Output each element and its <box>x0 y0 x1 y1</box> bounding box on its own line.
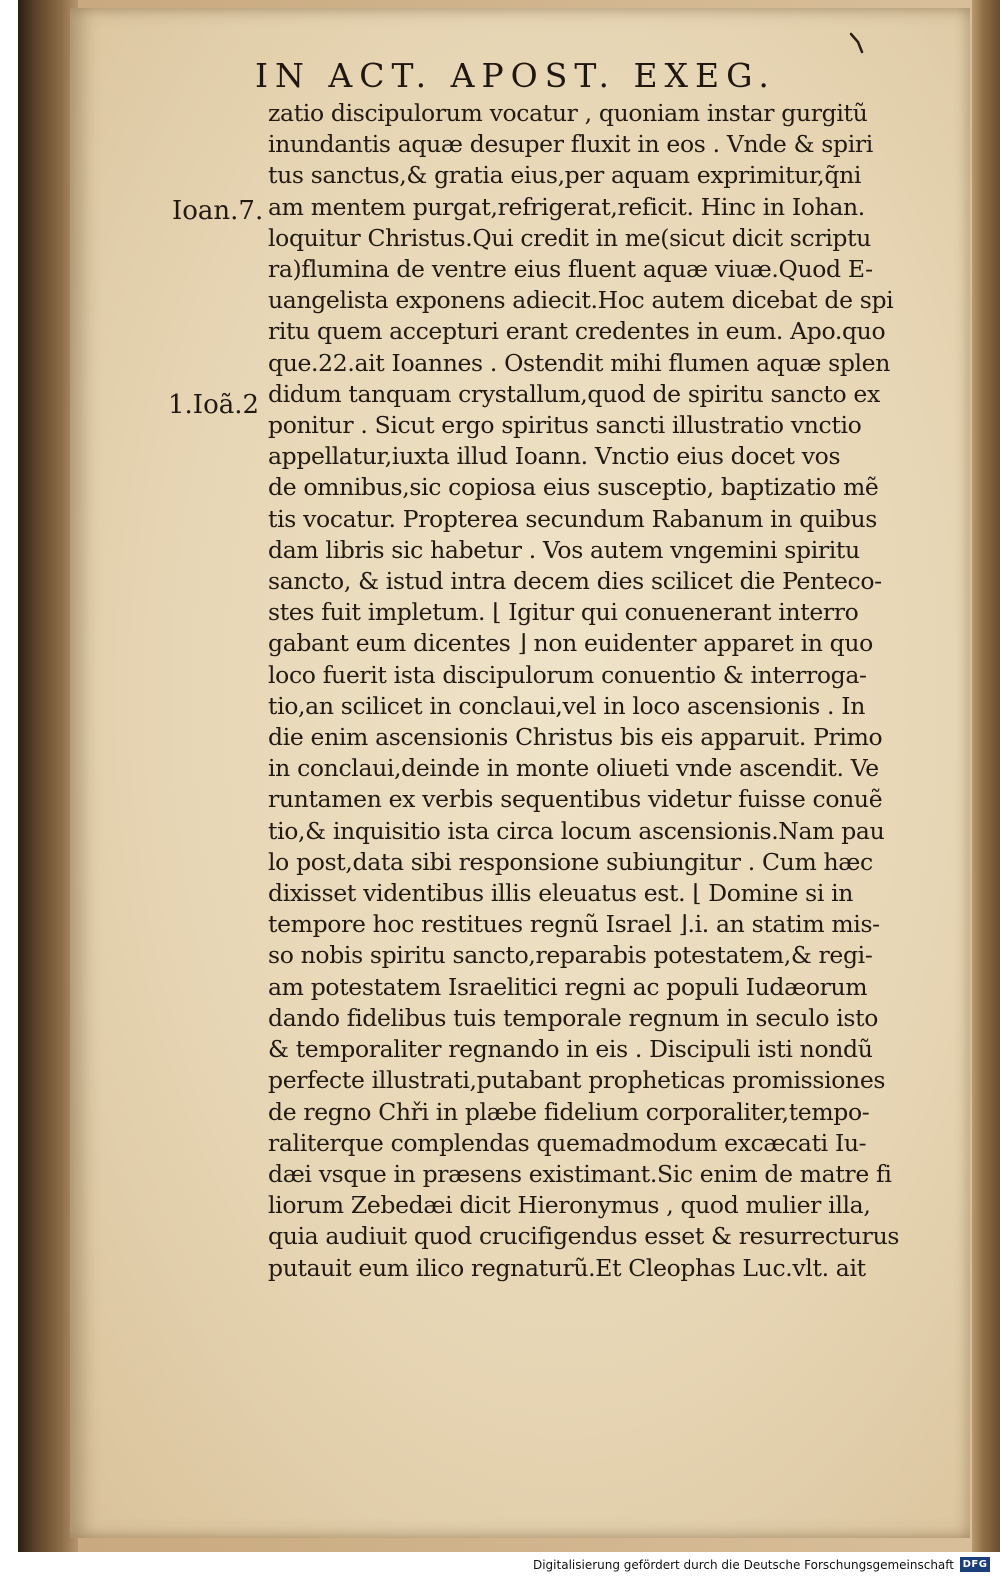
text-line: tio,an scilicet in conclaui,vel in loco ascensionis . In <box>268 691 865 720</box>
text-line: loco fuerit ista discipulorum conuentio & interroga- <box>268 660 867 689</box>
text-line: zatio discipulorum vocatur , quoniam instar gurgitũ <box>268 99 868 127</box>
text-line: gabant eum dicentes ⌋ non euidenter apparet in quo <box>268 629 873 658</box>
text-line: de regno Chři in plæbe fidelium corporaliter,tempo- <box>268 1097 870 1126</box>
text-line: que.22.ait Ioannes . Ostendit mihi flumen aquæ splen <box>268 348 891 377</box>
margin-note-ioan-7: Ioan.7. <box>172 196 264 226</box>
running-head: IN ACT. APOST. EXEG. <box>255 56 776 95</box>
text-line: runtamen ex verbis sequentibus videtur fuisse conuẽ <box>268 785 883 814</box>
text-line: quia audiuit quod crucifigendus esset & resurrecturus <box>268 1222 900 1251</box>
margin-note-1-ioa-2: 1.Ioã.2 <box>168 390 260 420</box>
text-line: de omnibus,sic copiosa eius susceptio, baptizatio mẽ <box>268 473 879 502</box>
text-line: ritu quem accepturi erant credentes in eum. Apo.quo <box>268 317 886 346</box>
digitization-footer <box>0 1552 1000 1578</box>
text-line: sancto, & istud intra decem dies scilicet die Penteco- <box>268 567 882 596</box>
dfg-logo: DFG <box>960 1557 990 1572</box>
ink-mark-icon <box>848 32 868 54</box>
text-line: dam libris sic habetur . Vos autem vngemini spiritu <box>268 535 860 564</box>
footer-credit: Digitalisierung gefördert durch die Deutsche Forschungsgemeinschaft <box>532 1558 954 1572</box>
text-line: uangelista exponens adiecit.Hoc autem dicebat de spi <box>268 286 894 315</box>
text-line: ponitur . Sicut ergo spiritus sancti illustratio vnctio <box>268 411 862 440</box>
text-line: raliterque complendas quemadmodum excæcati Iu- <box>268 1128 867 1157</box>
text-line: perfecte illustrati,putabant propheticas promissiones <box>268 1066 886 1095</box>
text-line: inundantis aquæ desuper fluxit in eos . Vnde & spiri <box>268 130 873 159</box>
text-line: so nobis spiritu sancto,reparabis potestatem,& regi- <box>268 941 873 970</box>
text-line: tis vocatur. Propterea secundum Rabanum in quibus <box>268 504 878 533</box>
text-line: lo post,data sibi responsione subiungitur . Cum hæc <box>268 847 873 876</box>
text-line: ra)flumina de ventre eius fluent aquæ viuæ.Quod E- <box>268 255 873 284</box>
text-line: am potestatem Israelitici regni ac populi Iudæorum <box>268 972 868 1001</box>
book-binding <box>18 0 78 1552</box>
text-line: putauit eum ilico regnaturũ.Et Cleophas Luc.vlt. ait <box>268 1253 866 1282</box>
text-line: appellatur,iuxta illud Ioann. Vnctio eius docet vos <box>268 442 841 471</box>
text-line: dando fidelibus tuis temporale regnum in seculo isto <box>268 1003 879 1032</box>
text-line: didum tanquam crystallum,quod de spiritu sancto ex <box>268 379 880 408</box>
text-line: am mentem purgat,refrigerat,reficit. Hinc in Iohan. <box>268 192 865 221</box>
text-line: liorum Zebedæi dicit Hieronymus , quod mulier illa, <box>268 1191 871 1220</box>
text-line: tus sanctus,& gratia eius,per aquam exprimitur,q̃ni <box>268 161 862 190</box>
page-edge <box>972 0 1000 1552</box>
body-text <box>268 98 938 1284</box>
text-line: dæi vsque in præsens existimant.Sic enim de matre fi <box>268 1159 892 1188</box>
text-line: tio,& inquisitio ista circa locum ascensionis.Nam pau <box>268 816 885 845</box>
text-line: in conclaui,deinde in monte oliueti vnde ascendit. Ve <box>268 754 879 783</box>
text-line: & temporaliter regnando in eis . Discipuli isti nondũ <box>268 1035 873 1064</box>
text-line: die enim ascensionis Christus bis eis apparuit. Primo <box>268 723 883 752</box>
text-line: loquitur Christus.Qui credit in me(sicut dicit scriptu <box>268 223 871 252</box>
text-line: tempore hoc restitues regnũ Israel ⌋.i. an statim mis- <box>268 910 880 939</box>
text-line: dixisset videntibus illis eleuatus est. ⌊ Domine si in <box>268 879 854 908</box>
text-line: stes fuit impletum. ⌊ Igitur qui conuenerant interro <box>268 598 859 627</box>
